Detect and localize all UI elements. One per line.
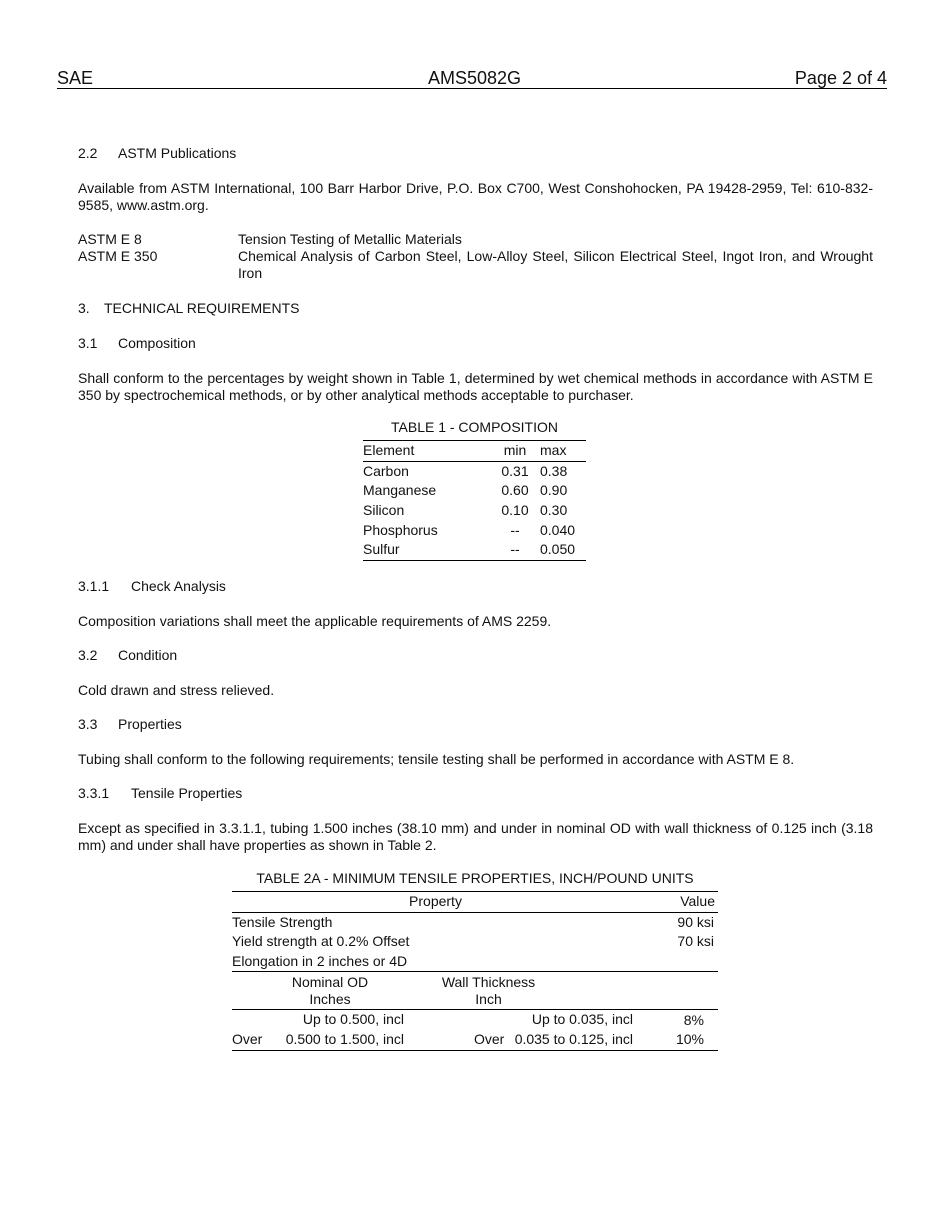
property-value [639, 952, 718, 972]
property-name: Elongation in 2 inches or 4D [232, 953, 408, 970]
min-cell: -- [510, 541, 520, 558]
section-3-number: 3. [78, 300, 90, 316]
table-row [232, 932, 718, 952]
property-name: Tensile Strength [232, 913, 333, 930]
max-cell: 0.90 [540, 482, 568, 499]
section-3-3-number: 3.3 [78, 716, 98, 732]
wall-thickness-label: Wall Thickness [441, 973, 536, 990]
section-2-2-title: ASTM Publications [118, 145, 237, 161]
header-doc-id: AMS5082G [428, 68, 522, 88]
section-3-3-1-number: 3.3.1 [78, 785, 110, 801]
section-3-1-1-number: 3.1.1 [78, 578, 110, 594]
section-2-2-text: Available from ASTM International, 100 Barr Harbor Drive, P.O. Box C700, West Conshohocken, PA 19428-2959, Tel: 610-832-9585, www.astm.org. [78, 180, 873, 213]
od-range: 0.500 to 1.500, incl [285, 1030, 404, 1047]
table-row [363, 501, 586, 521]
property-value: 70 ksi [677, 933, 714, 950]
wall-range: 0.035 to 0.125, incl [514, 1030, 633, 1047]
od-range-cell [232, 1030, 428, 1050]
section-3-3-1-text: Except as specified in 3.3.1.1, tubing 1.500 inches (38.10 mm) and under in nominal OD with wall thickness of 0.125 inch (3.18 mm) and under shall have properties as shown in Table 2. [78, 820, 873, 853]
nominal-od-header [232, 972, 428, 1010]
table-row [232, 952, 718, 972]
table-row [363, 461, 586, 481]
section-3-3-title: Properties [118, 716, 182, 732]
section-3-1-number: 3.1 [78, 335, 98, 351]
max-cell: 0.040 [540, 521, 576, 538]
section-3-3-1-title: Tensile Properties [131, 785, 243, 801]
wall-range-cell [428, 1030, 639, 1050]
column-header: Element [363, 442, 415, 459]
column-header: min [503, 442, 527, 459]
wall-range-cell [428, 1010, 639, 1030]
table-header-row [363, 441, 586, 462]
elongation-value: 8% [683, 1011, 704, 1028]
property-value: 90 ksi [677, 913, 714, 930]
ref-title: Tension Testing of Metallic Materials [238, 231, 462, 247]
section-3-1-title: Composition [118, 335, 196, 351]
min-cell: 0.60 [501, 482, 529, 499]
element-cell: Manganese [363, 482, 437, 499]
section-3-1-1-title: Check Analysis [131, 578, 226, 594]
header-page-number: Page 2 of 4 [794, 68, 887, 88]
table-1-caption: TABLE 1 - COMPOSITION [391, 419, 558, 435]
od-range-cell [232, 1010, 428, 1030]
section-3-title: TECHNICAL REQUIREMENTS [104, 300, 300, 316]
max-cell: 0.38 [540, 462, 568, 479]
element-cell: Carbon [363, 462, 409, 479]
tensile-properties-table [232, 870, 718, 1051]
table-header-row [232, 892, 718, 913]
max-cell: 0.050 [540, 541, 576, 558]
nominal-od-unit: Inches [309, 990, 351, 1007]
section-3-1-1-text: Composition variations shall meet the applicable requirements of AMS 2259. [78, 613, 552, 629]
table-row [232, 1030, 718, 1050]
min-cell: 0.10 [501, 502, 529, 519]
min-cell: -- [510, 521, 520, 538]
section-3-1-text: Shall conform to the percentages by weight shown in Table 1, determined by wet chemical methods in accordance with ASTM E 350 by spectrochemical methods, or by other analytical methods acceptable to purchaser. [78, 370, 873, 403]
section-3-2-text: Cold drawn and stress relieved. [78, 682, 275, 698]
header-left: SAE [57, 68, 94, 88]
section-2-2-number: 2.2 [78, 145, 98, 161]
column-header: max [540, 442, 567, 459]
table-row [363, 481, 586, 501]
column-header-property: Property [409, 893, 462, 910]
wall-prefix: Over [474, 1030, 505, 1047]
ref-code: ASTM E 8 [78, 231, 142, 247]
od-range: Up to 0.500, incl [302, 1011, 404, 1028]
min-cell: 0.31 [501, 462, 529, 479]
nominal-od-label: Nominal OD [291, 973, 369, 990]
wall-range: Up to 0.035, incl [531, 1011, 633, 1028]
max-cell: 0.30 [540, 502, 568, 519]
table-row [232, 912, 718, 932]
table-row [232, 1010, 718, 1030]
table-row [363, 520, 586, 540]
ref-code: ASTM E 350 [78, 248, 158, 264]
section-3-2-title: Condition [118, 647, 178, 663]
column-header-value: Value [680, 893, 715, 910]
table-row [363, 540, 586, 560]
ref-title: Chemical Analysis of Carbon Steel, Low-Alloy Steel, Silicon Electrical Steel, Ingot Iron, and Wrought Iron [238, 248, 873, 281]
property-name: Yield strength at 0.2% Offset [232, 933, 410, 950]
wall-thickness-unit: Inch [475, 990, 502, 1007]
composition-table [363, 419, 586, 561]
wall-thickness-header [428, 972, 639, 1010]
element-cell: Sulfur [363, 541, 400, 558]
section-3-2-number: 3.2 [78, 647, 98, 663]
element-cell: Phosphorus [363, 521, 438, 538]
section-3-3-text: Tubing shall conform to the following requirements; tensile testing shall be performed in accordance with ASTM E 8. [78, 751, 795, 767]
header-rule [57, 88, 887, 89]
od-prefix: Over [232, 1030, 263, 1047]
sub-header-row [232, 972, 718, 1010]
element-cell: Silicon [363, 502, 405, 519]
table-2a-caption: TABLE 2A - MINIMUM TENSILE PROPERTIES, INCH/POUND UNITS [256, 870, 694, 886]
elongation-value: 10% [675, 1031, 704, 1048]
